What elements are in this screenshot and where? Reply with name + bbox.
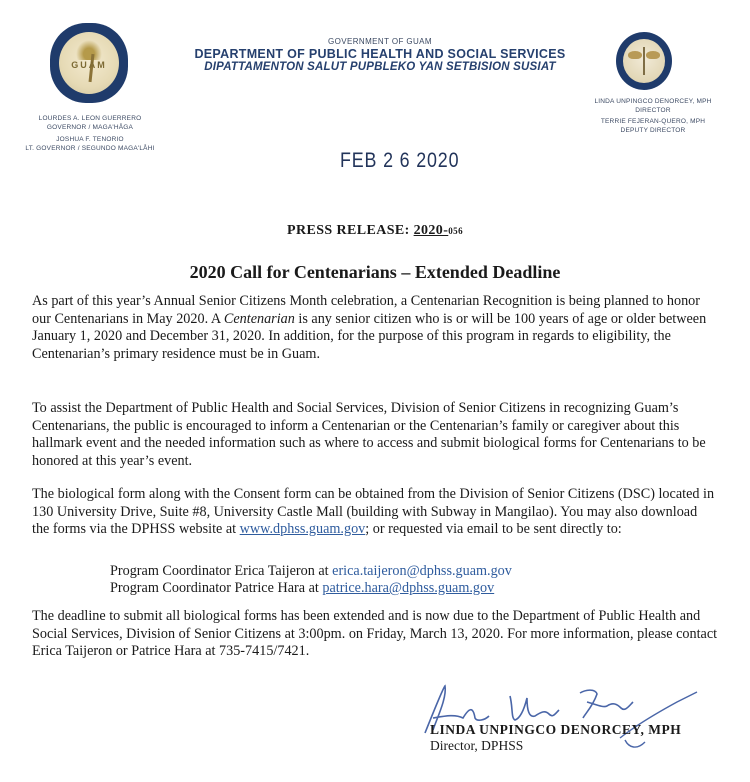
- director-name: LINDA UNPINGCO DENORCEY, MPH: [594, 98, 712, 105]
- intro-text-cont: is any senior citizen who is or will be 100 years of age or older between January 1, 2020 and December 31, 2020. In addition, for the purpose of this program in regards to eligibility, the Centenarian’s primary residence must be in Guam.: [32, 310, 707, 362]
- government-of-guam-seal: GUAM: [50, 23, 128, 103]
- palm-tree-icon: [76, 40, 102, 60]
- press-release-suffix: 056: [448, 226, 463, 236]
- coordinator-list: [110, 563, 512, 597]
- dphss-website-link[interactable]: www.dphss.guam.gov: [239, 521, 366, 537]
- caduceus-staff-icon: [643, 47, 645, 75]
- patrice-email-link[interactable]: patrice.hara@dphss.guam.gov: [322, 580, 495, 596]
- paragraph-forms: [32, 486, 718, 539]
- paragraph-intro: [32, 293, 718, 363]
- forms-text: The biological form along with the Consent form can be obtained from the Division of Senior Citizens (DSC) located in 130 University Drive, Suite #8, University Castle Mall (building with Subway in Mangilao). You may also download the forms via the DPHSS website at: [32, 486, 715, 537]
- lt-governor-title: LT. GOVERNOR / SEGUNDO MAGA'LÅHI: [25, 144, 155, 152]
- forms-text-cont: ; or requested via email to be sent directly to:: [365, 521, 622, 537]
- governor-title: GOVERNOR / MAGA'HÅGA: [46, 123, 134, 131]
- intro-text: As part of this year’s Annual Senior Citizens Month celebration, a Centenarian Recognition is being planned to honor our Centenarians in May 2020. A: [32, 293, 700, 327]
- signatory-name: LINDA UNPINGCO DENORCEY, MPH: [430, 722, 682, 737]
- signatory-title: Director, DPHSS: [430, 738, 524, 753]
- deadline-text: The deadline to submit all biological forms has been extended and is now due to the Department of Public Health and Social Services, Division of Senior Citizens at 3:00pm. on Friday, March 13, 2020. For more information, please contact Erica Taijeron or Patrice Hara at 735-7415/7421.: [32, 608, 718, 659]
- paragraph-deadline: [32, 608, 718, 661]
- governor-name: LOURDES A. LEON GUERRERO: [38, 115, 142, 122]
- director-title: DIRECTOR: [635, 106, 671, 114]
- deputy-director-title: DEPUTY DIRECTOR: [620, 126, 686, 134]
- press-release-label: PRESS RELEASE:: [287, 223, 414, 238]
- press-release-year: 2020-: [413, 223, 449, 238]
- deputy-director-name: TERRIE FEJERAN-QUERO, MPH: [600, 118, 706, 125]
- assist-text: To assist the Department of Public Health and Social Services, Division of Senior Citizens in recognizing Guam’s Centenarians, the public is encouraged to inform a Centenarian or the Centenarian’s family or caregiver about this hallmark event and the needed information such as where to access and submit biological forms for Centenarians to be honored at this year’s event.: [32, 400, 706, 469]
- received-date-stamp: FEB 2 6 2020: [340, 149, 460, 172]
- caduceus-wing-icon: [628, 51, 642, 59]
- government-line: GOVERNMENT OF GUAM: [328, 37, 432, 46]
- coordinator-erica: [110, 563, 512, 580]
- coordinator-label: Program Coordinator Erica Taijeron at: [110, 563, 333, 579]
- lt-governor-name: JOSHUA F. TENORIO: [56, 136, 124, 143]
- press-release-number: [0, 223, 750, 239]
- erica-email-link[interactable]: erica.taijeron@dphss.guam.gov: [332, 563, 512, 579]
- department-name: DEPARTMENT OF PUBLIC HEALTH AND SOCIAL SERVICES: [194, 47, 566, 61]
- headline: 2020 Call for Centenarians – Extended Deadline: [189, 262, 561, 282]
- dphss-seal: [616, 32, 672, 90]
- paragraph-assist: [32, 400, 718, 470]
- director-block: [578, 98, 728, 135]
- coordinator-label: Program Coordinator Patrice Hara at: [110, 580, 323, 596]
- governor-block: [20, 115, 160, 153]
- coordinator-patrice: [110, 580, 512, 597]
- department-name-chamorro: DIPATTAMENTON SALUT PUPBLEKO YAN SETBISION SUSIAT: [204, 61, 556, 73]
- centenarian-term: Centenarian: [223, 310, 295, 327]
- caduceus-wing-icon: [646, 51, 660, 59]
